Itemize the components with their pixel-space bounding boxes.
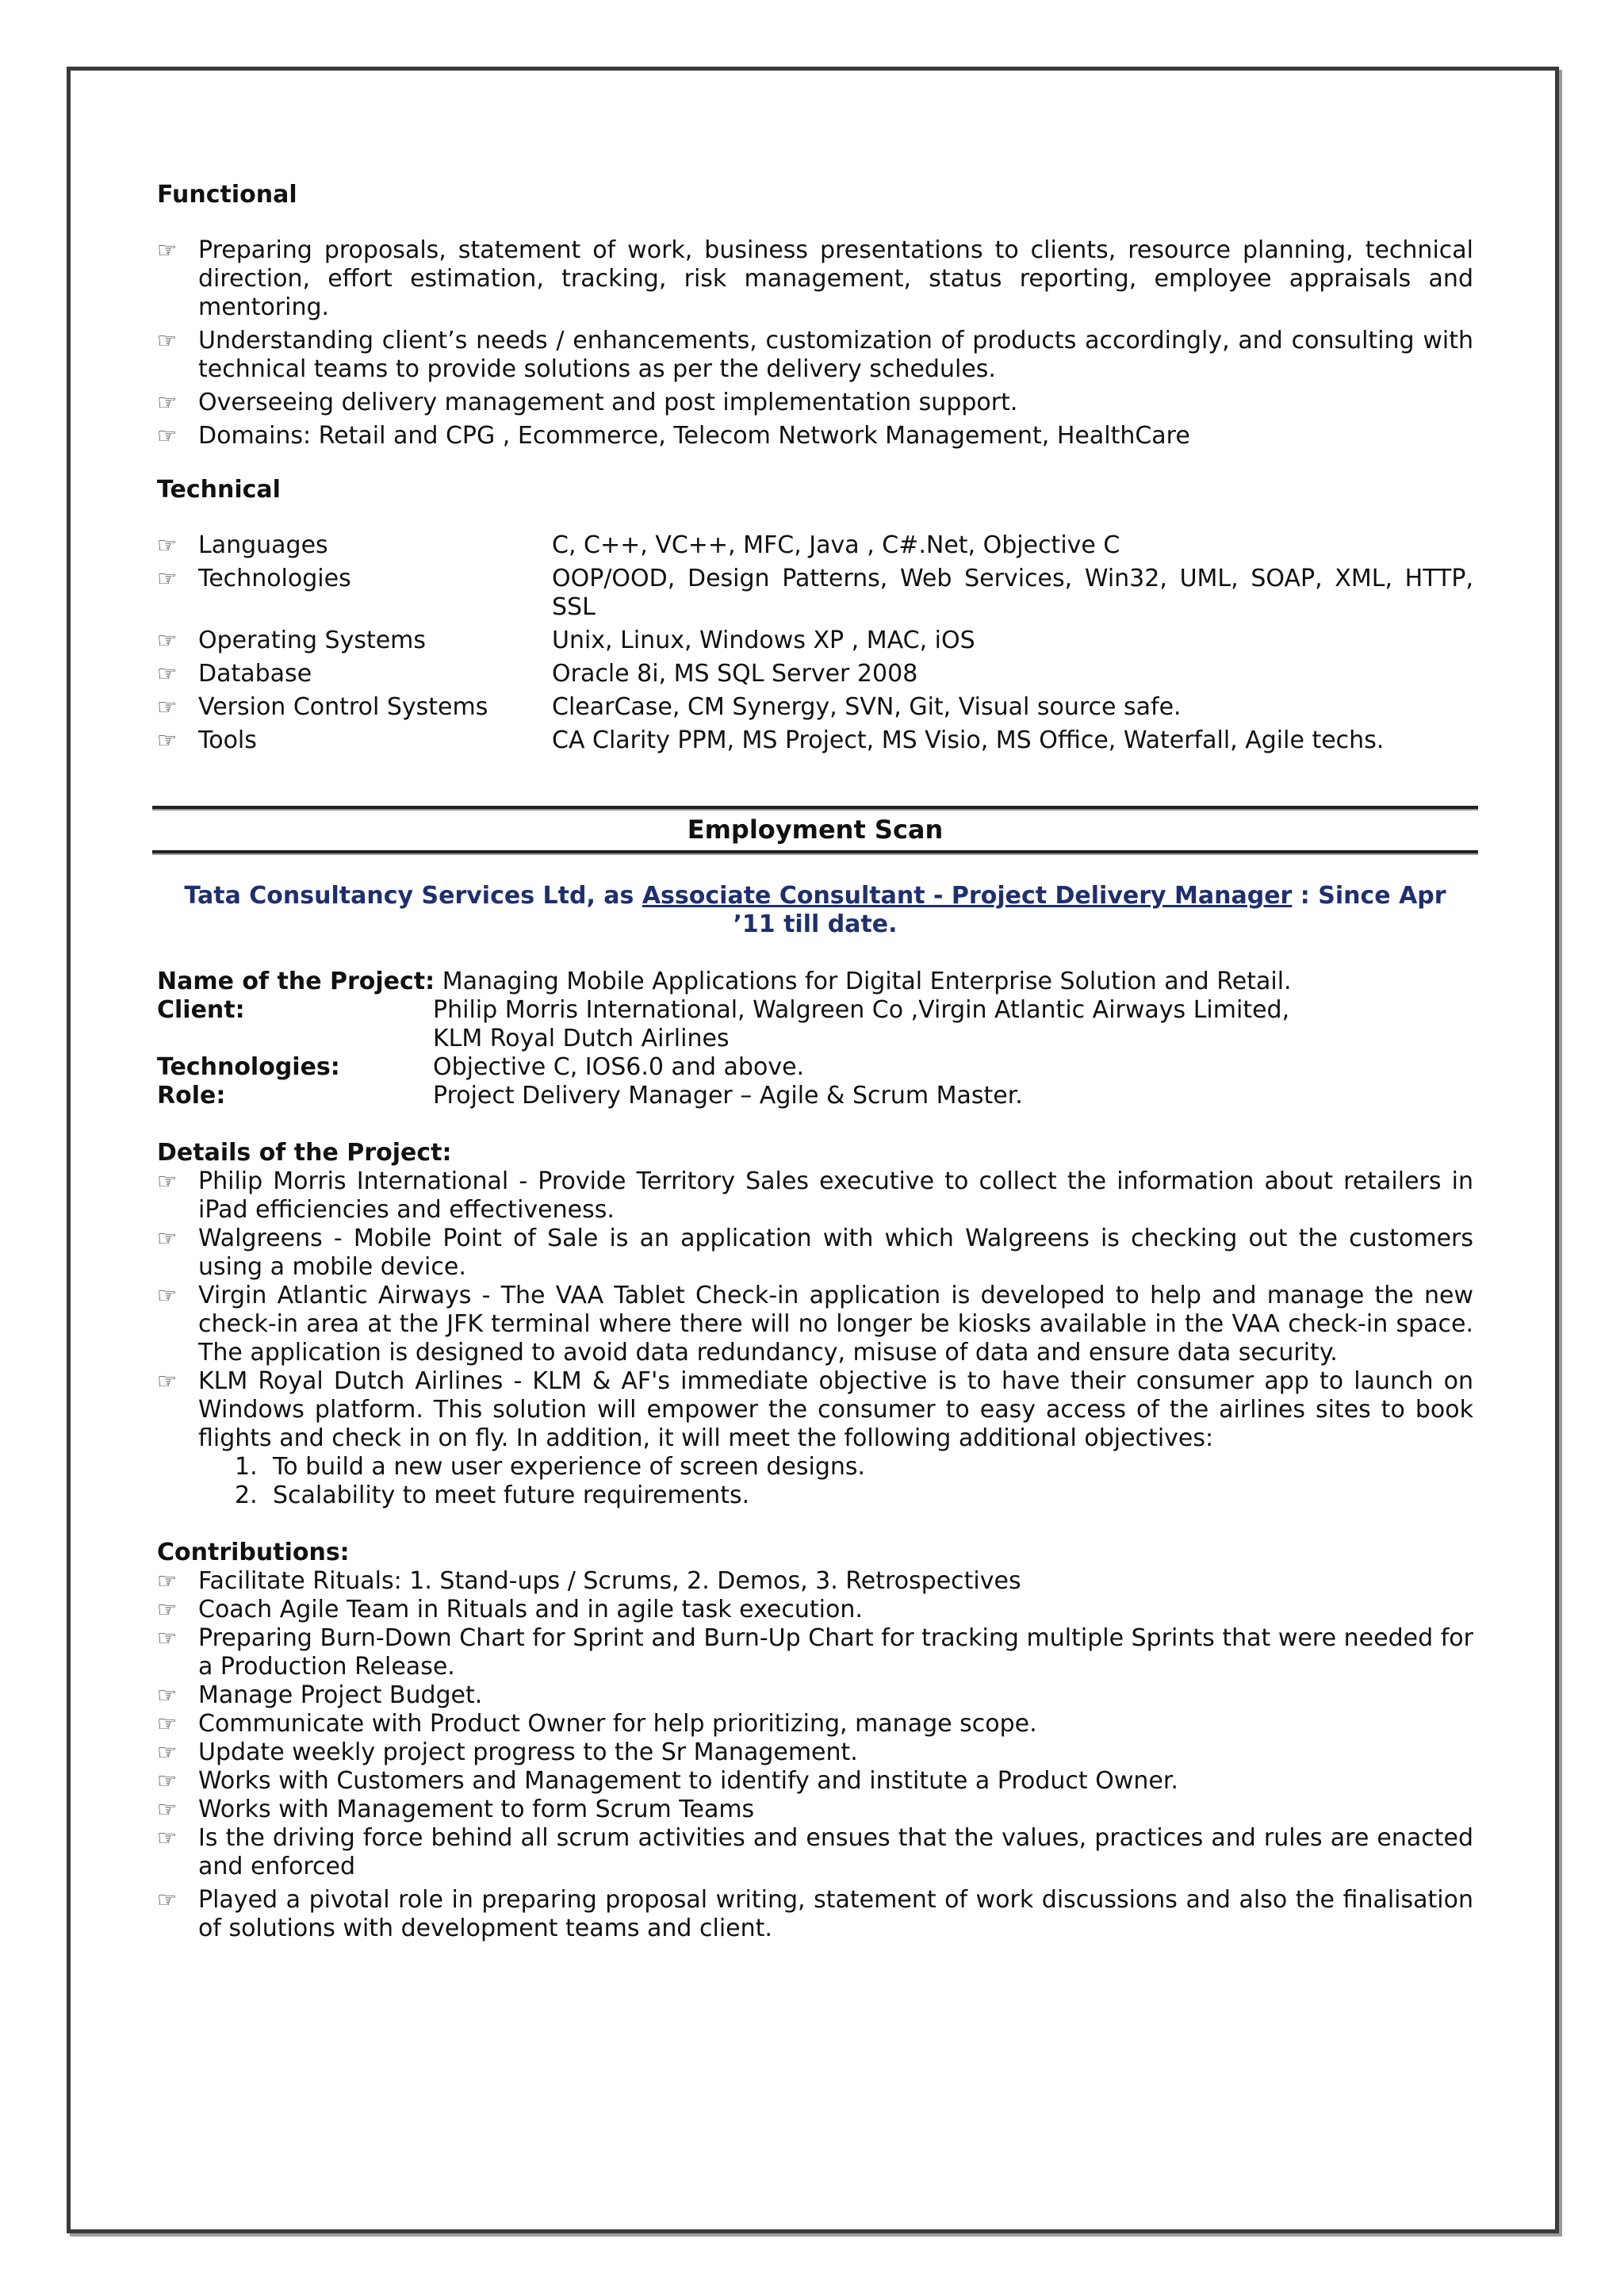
list-item: 2. Scalability to meet future requirements. — [235, 1481, 750, 1509]
project-name-row: Name of the Project: Managing Mobile Applications for Digital Enterprise Solution and Retail. — [157, 968, 1292, 995]
tech-row-languages: ☞ Languages C, C++, VC++, MFC, Java , C#.Net, Objective C — [157, 531, 1120, 559]
pointing-hand-icon: ☞ — [157, 1825, 178, 1851]
pointing-hand-icon: ☞ — [157, 1368, 178, 1394]
pointing-hand-icon: ☞ — [157, 1225, 178, 1251]
pointing-hand-icon: ☞ — [157, 532, 178, 558]
pointing-hand-icon: ☞ — [157, 1796, 178, 1823]
functional-heading: Functional — [157, 181, 297, 209]
objectives-list — [157, 1453, 1473, 1510]
list-item: ☞ Facilitate Rituals: 1. Stand-ups / Scrums, 2. Demos, 3. Retrospectives — [157, 1567, 1021, 1595]
company-line: Tata Consultancy Services Ltd, as Associate Consultant - Project Delivery Manager : Since Apr ’11 till date. — [184, 882, 1446, 938]
pointing-hand-icon: ☞ — [157, 661, 178, 687]
client-row: Client: Philip Morris International, Walgreen Co ,Virgin Atlantic Airways Limited, KLM Royal Dutch Airlines — [157, 996, 1290, 1052]
pointing-hand-icon: ☞ — [157, 1568, 178, 1594]
pointing-hand-icon: ☞ — [157, 1168, 178, 1194]
pointing-hand-icon: ☞ — [157, 1887, 178, 1913]
divider — [152, 850, 1478, 853]
functional-list — [157, 236, 1473, 450]
pointing-hand-icon: ☞ — [157, 1768, 178, 1794]
list-item: ☞ Played a pivotal role in preparing proposal writing, statement of work discussions and also the finalisation of solutions with development teams and client. — [157, 1886, 1473, 1942]
pointing-hand-icon: ☞ — [157, 1682, 178, 1708]
technical-heading: Technical — [157, 476, 281, 504]
contributions-list — [157, 1567, 1473, 1943]
pointing-hand-icon: ☞ — [157, 1596, 178, 1623]
technologies-row: Technologies: Objective C, IOS6.0 and above. — [157, 1053, 805, 1081]
list-item: ☞ Overseeing delivery management and post implementation support. — [157, 389, 1018, 416]
list-item: 1. To build a new user experience of screen designs. — [235, 1453, 866, 1481]
list-item: ☞ KLM Royal Dutch Airlines - KLM & AF's immediate objective is to have their consumer app to launch on Windows platform. This solution will empower the consumer to easy access of the airlines sites to book flights and check in on fly. In addition, it will meet the following additional objectives: — [157, 1367, 1473, 1452]
list-item: ☞ Works with Customers and Management to identify and institute a Product Owner. — [157, 1767, 1178, 1795]
list-item: ☞ Domains: Retail and CPG , Ecommerce, Telecom Network Management, HealthCare — [157, 422, 1190, 450]
pointing-hand-icon: ☞ — [157, 694, 178, 720]
list-item: ☞ Philip Morris International - Provide Territory Sales executive to collect the information about retailers in iPad efficiencies and effectiveness. — [157, 1167, 1473, 1224]
tech-row-tools: ☞ Tools CA Clarity PPM, MS Project, MS Visio, MS Office, Waterfall, Agile techs. — [157, 726, 1385, 754]
details-list — [157, 1167, 1473, 1453]
pointing-hand-icon: ☞ — [157, 1625, 178, 1651]
tech-row-technologies: ☞ Technologies OOP/OOD, Design Patterns, Web Services, Win32, UML, SOAP, XML, HTTP, SSL — [157, 565, 1473, 621]
pointing-hand-icon: ☞ — [157, 423, 178, 449]
list-item: ☞ Works with Management to form Scrum Teams — [157, 1796, 755, 1823]
pointing-hand-icon: ☞ — [157, 1711, 178, 1737]
list-item: ☞ Update weekly project progress to the Sr Management. — [157, 1738, 858, 1766]
list-item: ☞ Preparing Burn-Down Chart for Sprint and Burn-Up Chart for tracking multiple Sprints that were needed for a Production Release. — [157, 1624, 1473, 1681]
position-link[interactable]: Associate Consultant - Project Delivery Manager — [642, 882, 1293, 910]
pointing-hand-icon: ☞ — [157, 237, 178, 263]
list-item: ☞ Preparing proposals, statement of work, business presentations to clients, resource planning, technical direction, effort estimation, tracking, risk management, status reporting, employee appraisals and mentoring. — [157, 236, 1473, 321]
employment-section-title: Employment Scan — [687, 815, 944, 845]
pointing-hand-icon: ☞ — [157, 389, 178, 416]
list-item: ☞ Coach Agile Team in Rituals and in agile task execution. — [157, 1596, 863, 1623]
pointing-hand-icon: ☞ — [157, 565, 178, 592]
pointing-hand-icon: ☞ — [157, 328, 178, 354]
pointing-hand-icon: ☞ — [157, 1739, 178, 1765]
divider — [152, 806, 1478, 809]
pointing-hand-icon: ☞ — [157, 1282, 178, 1309]
tech-row-database: ☞ Database Oracle 8i, MS SQL Server 2008 — [157, 660, 918, 688]
list-item: ☞ Is the driving force behind all scrum activities and ensues that the values, practices and rules are enacted and enforced — [157, 1824, 1473, 1880]
resume-page — [157, 181, 1473, 1943]
pointing-hand-icon: ☞ — [157, 627, 178, 654]
list-item: ☞ Communicate with Product Owner for help prioritizing, manage scope. — [157, 1710, 1037, 1738]
list-item: ☞ Understanding client’s needs / enhancements, customization of products accordingly, and consulting with technical teams to provide solutions as per the delivery schedules. — [157, 327, 1473, 383]
details-heading: Details of the Project: — [157, 1139, 452, 1167]
pointing-hand-icon: ☞ — [157, 727, 178, 753]
role-row: Role: Project Delivery Manager – Agile & Scrum Master. — [157, 1082, 1023, 1110]
list-item: ☞ Walgreens - Mobile Point of Sale is an application with which Walgreens is checking out the customers using a mobile device. — [157, 1225, 1473, 1281]
contributions-heading: Contributions: — [157, 1539, 350, 1566]
list-item: ☞ Manage Project Budget. — [157, 1681, 483, 1709]
tech-row-operating-systems: ☞ Operating Systems Unix, Linux, Windows XP , MAC, iOS — [157, 627, 975, 654]
tech-row-version-control: ☞ Version Control Systems ClearCase, CM Synergy, SVN, Git, Visual source safe. — [157, 693, 1182, 721]
employment-section-band — [152, 806, 1478, 853]
list-item: ☞ Virgin Atlantic Airways - The VAA Tablet Check-in application is developed to help and manage the new check-in area at the JFK terminal where there will no longer be kiosks available in the VAA check-in space. The application is designed to avoid data redundancy, misuse of data and ensure data security. — [157, 1282, 1473, 1366]
technical-list — [157, 531, 1473, 755]
